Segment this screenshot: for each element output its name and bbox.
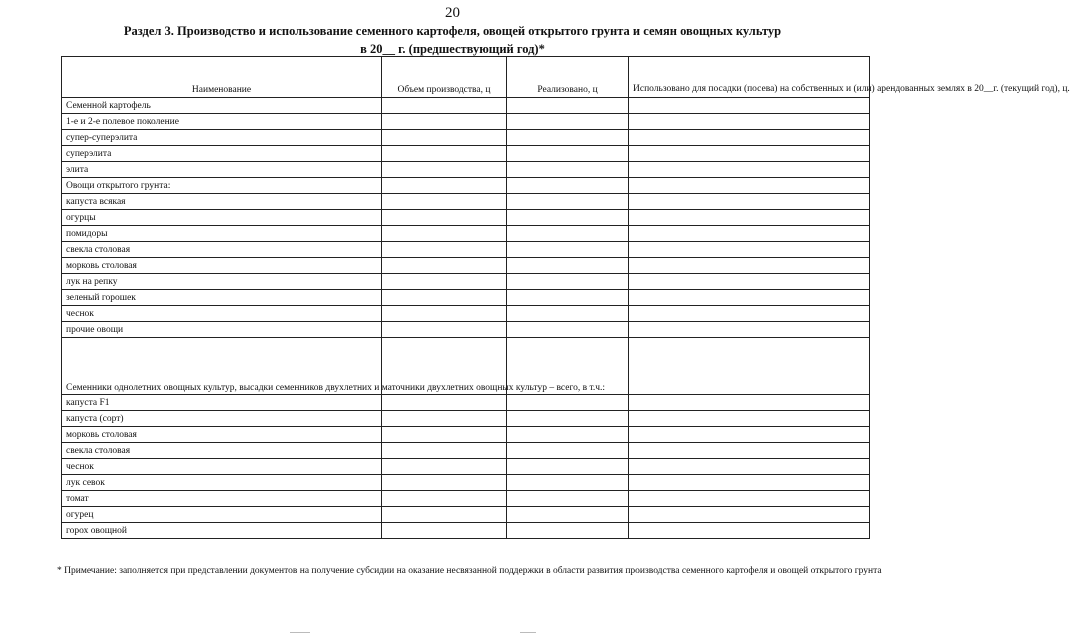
table-row [62, 443, 870, 459]
row-label: капуста всякая [62, 194, 382, 210]
column-header-used: Использовано для посадки (посева) на собственных и (или) арендованных землях в 20__г. (текущий год), ц. [629, 57, 870, 98]
table-row [62, 322, 870, 338]
used-cell[interactable] [629, 274, 870, 290]
table-row [62, 475, 870, 491]
table-row [62, 290, 870, 306]
table-row [62, 226, 870, 242]
table-row [62, 491, 870, 507]
row-label: свекла столовая [62, 443, 382, 459]
table-row [62, 306, 870, 322]
production-cell[interactable] [382, 242, 507, 258]
sold-cell[interactable] [507, 146, 629, 162]
production-cell[interactable] [382, 411, 507, 427]
table-row [62, 459, 870, 475]
used-cell[interactable] [629, 523, 870, 539]
row-label: чеснок [62, 459, 382, 475]
table-row [62, 427, 870, 443]
column-header-sold: Реализовано, ц [507, 57, 629, 98]
production-cell[interactable] [382, 98, 507, 114]
sold-cell[interactable] [507, 114, 629, 130]
table-row [62, 98, 870, 114]
sold-cell[interactable] [507, 459, 629, 475]
section-subtitle: в 20__ г. (предшествующий год)* [360, 42, 545, 56]
sold-cell[interactable] [507, 194, 629, 210]
used-cell[interactable] [629, 491, 870, 507]
used-cell[interactable] [629, 226, 870, 242]
sold-cell[interactable] [507, 507, 629, 523]
sold-cell[interactable] [507, 210, 629, 226]
production-cell[interactable] [382, 395, 507, 411]
table-row [62, 178, 870, 194]
row-label: прочие овощи [62, 322, 382, 338]
sold-cell[interactable] [507, 322, 629, 338]
used-cell[interactable] [629, 178, 870, 194]
row-label: горох овощной [62, 523, 382, 539]
table-row [62, 194, 870, 210]
table-row [62, 507, 870, 523]
row-label: суперэлита [62, 146, 382, 162]
row-label: лук на репку [62, 274, 382, 290]
production-cell[interactable] [382, 146, 507, 162]
production-cell[interactable] [382, 290, 507, 306]
table-row [62, 146, 870, 162]
sold-cell[interactable] [507, 242, 629, 258]
table-row [62, 162, 870, 178]
used-cell[interactable] [629, 338, 870, 395]
sold-cell[interactable] [507, 306, 629, 322]
used-cell[interactable] [629, 162, 870, 178]
row-label: помидоры [62, 226, 382, 242]
row-label: капуста F1 [62, 395, 382, 411]
sold-cell[interactable] [507, 523, 629, 539]
sold-cell[interactable] [507, 443, 629, 459]
production-cell[interactable] [382, 459, 507, 475]
table-row [62, 411, 870, 427]
row-label: Семенной картофель [62, 98, 382, 114]
page-number: 20 [445, 5, 460, 21]
production-cell[interactable] [382, 507, 507, 523]
sold-cell[interactable] [507, 98, 629, 114]
used-cell[interactable] [629, 475, 870, 491]
section-title: Раздел 3. Производство и использование семенного картофеля, овощей открытого грунта и семян овощных культур [123, 24, 782, 38]
production-cell[interactable] [382, 162, 507, 178]
production-table [61, 56, 1070, 539]
used-cell[interactable] [629, 194, 870, 210]
production-cell[interactable] [382, 226, 507, 242]
row-label: лук севок [62, 475, 382, 491]
row-label: свекла столовая [62, 242, 382, 258]
row-label: огурец [62, 507, 382, 523]
used-cell[interactable] [629, 427, 870, 443]
production-cell[interactable] [382, 210, 507, 226]
table-row [62, 395, 870, 411]
production-cell[interactable] [382, 523, 507, 539]
used-cell[interactable] [629, 242, 870, 258]
table-row [62, 258, 870, 274]
row-label: капуста (сорт) [62, 411, 382, 427]
row-label: томат [62, 491, 382, 507]
sold-cell[interactable] [507, 491, 629, 507]
used-cell[interactable] [629, 411, 870, 427]
production-cell[interactable] [382, 491, 507, 507]
used-cell[interactable] [629, 395, 870, 411]
row-label: огурцы [62, 210, 382, 226]
sold-cell[interactable] [507, 162, 629, 178]
used-cell[interactable] [629, 507, 870, 523]
row-label: чеснок [62, 306, 382, 322]
scan-artifact-line [290, 632, 310, 633]
table-row [62, 210, 870, 226]
used-cell[interactable] [629, 114, 870, 130]
production-cell[interactable] [382, 306, 507, 322]
row-label: Семенники однолетних овощных культур, высадки семенников двухлетних и маточники двухлетних овощных культур – всего, в т.ч.: [62, 338, 382, 395]
row-label: супер-суперэлита [62, 130, 382, 146]
used-cell[interactable] [629, 306, 870, 322]
row-label: Овощи открытого грунта: [62, 178, 382, 194]
footnote: * Примечание: заполняется при представлении документов на получение субсидии на оказание несвязанной поддержки в области развития производства семенного картофеля и овощей открытого грунта [57, 566, 882, 576]
used-cell[interactable] [629, 146, 870, 162]
header-row [62, 57, 870, 98]
production-cell[interactable] [382, 322, 507, 338]
production-cell[interactable] [382, 178, 507, 194]
table-row [62, 523, 870, 539]
row-label: морковь столовая [62, 258, 382, 274]
production-cell[interactable] [382, 258, 507, 274]
sold-cell[interactable] [507, 475, 629, 491]
sold-cell[interactable] [507, 274, 629, 290]
table-row [62, 114, 870, 130]
production-cell[interactable] [382, 130, 507, 146]
table-row [62, 274, 870, 290]
used-cell[interactable] [629, 322, 870, 338]
column-header-name: Наименование [62, 57, 382, 98]
production-cell[interactable] [382, 427, 507, 443]
sold-cell[interactable] [507, 178, 629, 194]
table-row [62, 130, 870, 146]
used-cell[interactable] [629, 98, 870, 114]
used-cell[interactable] [629, 290, 870, 306]
used-cell[interactable] [629, 459, 870, 475]
used-cell[interactable] [629, 443, 870, 459]
sold-cell[interactable] [507, 226, 629, 242]
row-label: 1-е и 2-е полевое поколение [62, 114, 382, 130]
sold-cell[interactable] [507, 258, 629, 274]
production-cell[interactable] [382, 443, 507, 459]
production-cell[interactable] [382, 274, 507, 290]
sold-cell[interactable] [507, 427, 629, 443]
production-cell[interactable] [382, 475, 507, 491]
table-row [62, 338, 870, 395]
table-row [62, 242, 870, 258]
row-label: элита [62, 162, 382, 178]
production-cell[interactable] [382, 114, 507, 130]
row-label: морковь столовая [62, 427, 382, 443]
scan-artifact-line [520, 632, 536, 633]
row-label: зеленый горошек [62, 290, 382, 306]
column-header-production: Объем производства, ц [382, 57, 507, 98]
used-cell[interactable] [629, 210, 870, 226]
used-cell[interactable] [629, 258, 870, 274]
production-cell[interactable] [382, 194, 507, 210]
used-cell[interactable] [629, 130, 870, 146]
sold-cell[interactable] [507, 411, 629, 427]
sold-cell[interactable] [507, 290, 629, 306]
sold-cell[interactable] [507, 130, 629, 146]
sold-cell[interactable] [507, 395, 629, 411]
